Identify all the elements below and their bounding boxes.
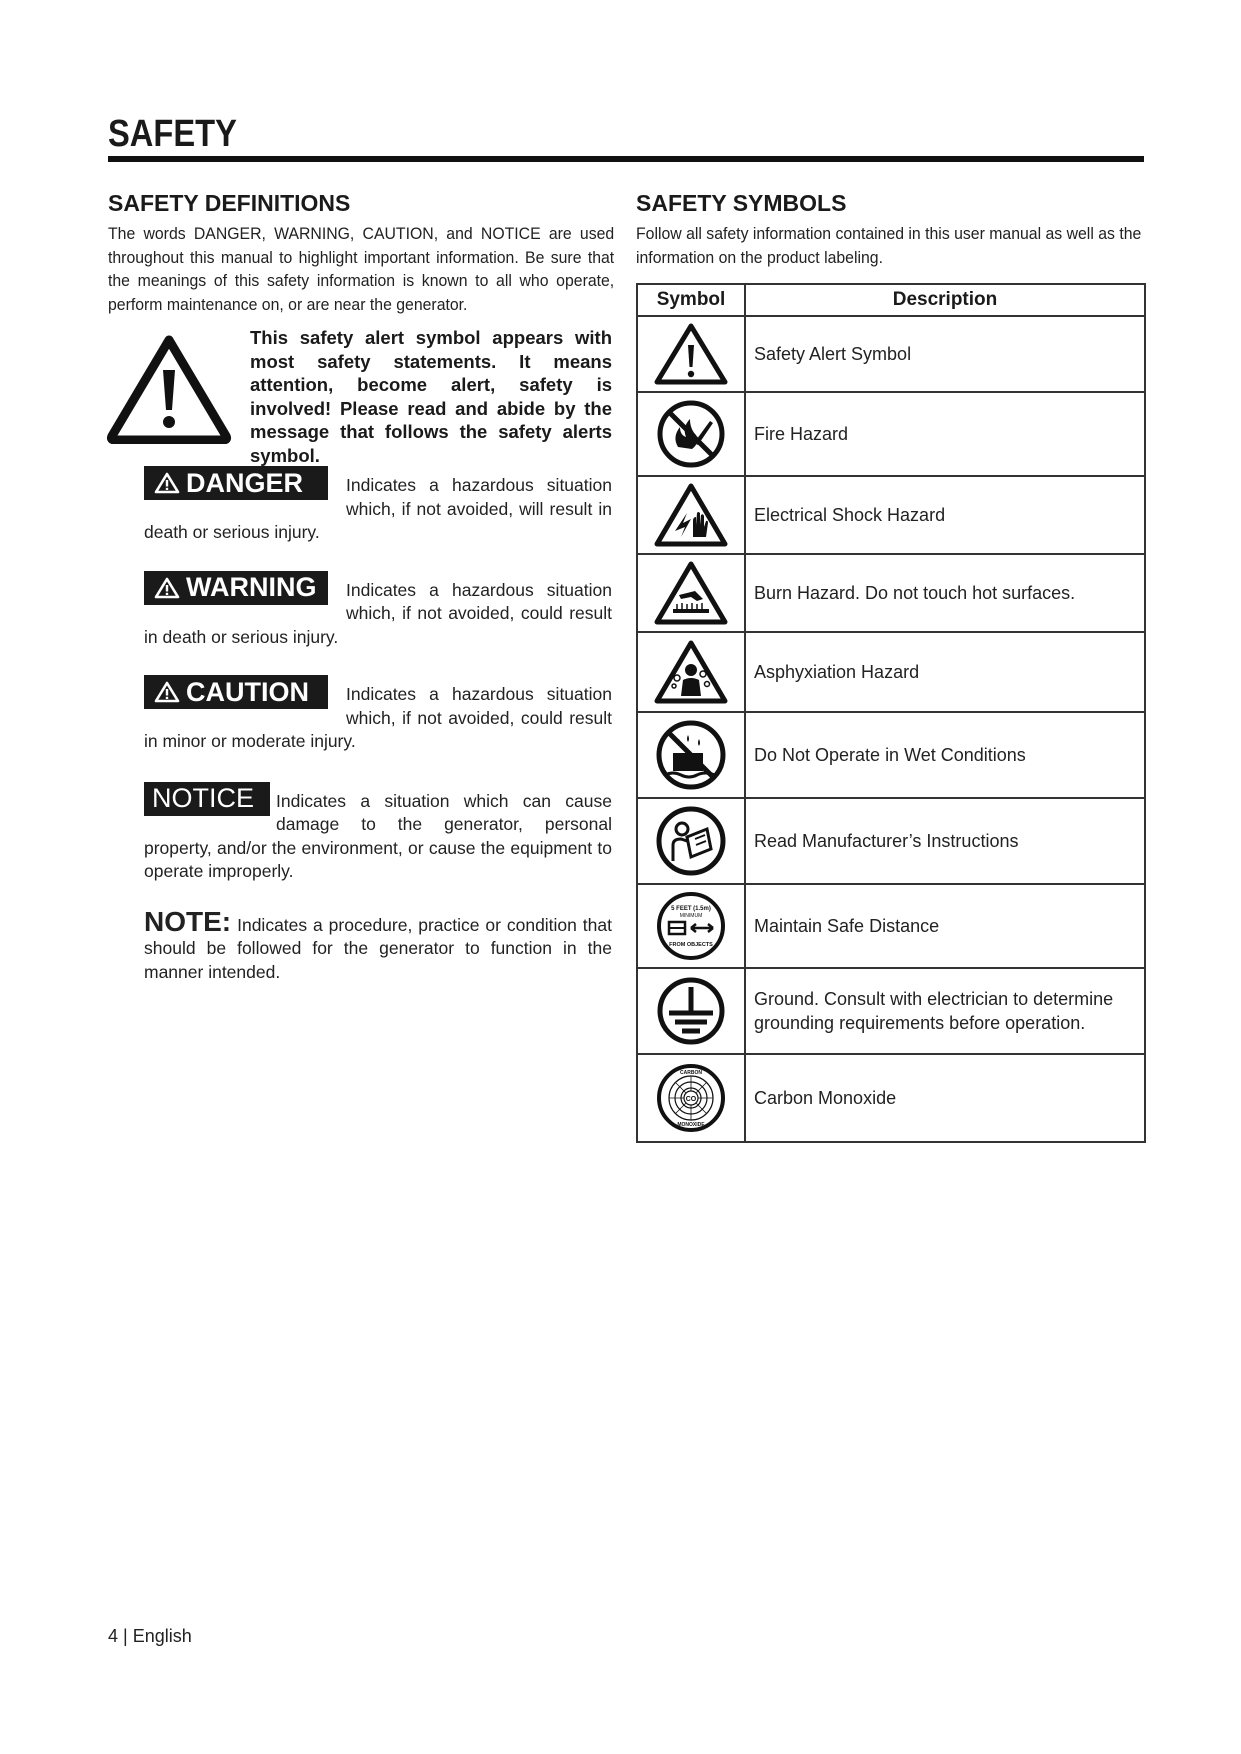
danger-label: DANGER: [186, 467, 304, 498]
danger-definition: [144, 464, 612, 545]
definitions-column: [108, 188, 615, 984]
safe-distance-icon: [655, 890, 727, 962]
page-title: SAFETY: [108, 113, 237, 155]
table-row: [637, 968, 1145, 1054]
safety-alert-block: [108, 326, 612, 466]
warning-definition: [144, 569, 612, 650]
fire-hazard-icon: [656, 399, 726, 469]
symbol-description: Read Manufacturer’s Instructions: [745, 798, 1145, 884]
note-text: Indicates a procedure, practice or condition that should be followed for the generator to function in the manner intended.: [144, 914, 612, 982]
table-row: [637, 1054, 1145, 1142]
symbols-heading: SAFETY SYMBOLS: [636, 190, 847, 216]
warning-signal-word: [144, 571, 328, 605]
notice-text: Indicates a situation which can cause damage to the generator, personal property, and/or the environment, or cause the equipment to operate improperly.: [144, 790, 612, 881]
danger-text: Indicates a hazardous situation which, if not avoided, will result in death or serious injury.: [144, 475, 612, 542]
burn-hazard-icon: [653, 559, 729, 627]
carbon-monoxide-top-text: CARBON: [680, 1070, 702, 1076]
safe-distance-top-text: 5 FEET (1.5m): [671, 906, 711, 912]
safe-distance-bottom-text: FROM OBJECTS: [669, 942, 713, 948]
table-row: [637, 632, 1145, 712]
symbol-description: Electrical Shock Hazard: [745, 476, 1145, 554]
symbols-column: [636, 188, 1146, 1143]
read-manual-icon: [655, 805, 727, 877]
safety-alert-icon: [106, 332, 232, 444]
definitions-intro: The words DANGER, WARNING, CAUTION, and NOTICE are used throughout this manual to highlight important information. Be sure that the meanings of this safety information is known to all who operate, perform maintenance on, or are near the generator.: [108, 224, 615, 314]
table-row: [637, 712, 1145, 798]
safe-distance-mid-text: MINIMUM: [679, 913, 703, 919]
table-row: [637, 554, 1145, 632]
carbon-monoxide-mid-text: CO: [685, 1096, 697, 1103]
safety-alert-icon: [653, 321, 729, 387]
symbol-description: Fire Hazard: [745, 392, 1145, 476]
table-header-row: [637, 284, 1145, 316]
note-definition: [144, 905, 612, 985]
notice-definition: [144, 780, 612, 884]
title-rule: [108, 156, 1144, 162]
caution-text: Indicates a hazardous situation which, if not avoided, could result in minor or moderate injury.: [144, 684, 612, 751]
symbol-description: Do Not Operate in Wet Conditions: [745, 712, 1145, 798]
caution-label: CAUTION: [186, 676, 309, 707]
description-column-header: Description: [745, 284, 1145, 316]
table-row: [637, 392, 1145, 476]
table-row: [637, 798, 1145, 884]
symbol-description: Carbon Monoxide: [745, 1054, 1145, 1142]
definitions-heading: SAFETY DEFINITIONS: [108, 190, 351, 216]
table-row: [637, 476, 1145, 554]
carbon-monoxide-icon: [655, 1062, 727, 1134]
safety-alert-text: This safety alert symbol appears with most safety statements. It means attention, become alert, safety is involved! Please read and abide by the message that follows the safety alerts symbol.: [250, 327, 612, 466]
symbol-description: Safety Alert Symbol: [745, 316, 1145, 392]
symbol-description: Ground. Consult with electrician to determine grounding requirements before operation.: [745, 968, 1145, 1054]
warning-triangle-icon: [154, 681, 180, 703]
warning-triangle-icon: [154, 577, 180, 599]
danger-signal-word: [144, 466, 328, 500]
caution-signal-word: [144, 675, 328, 709]
symbols-table: [636, 283, 1146, 1143]
symbol-column-header: Symbol: [637, 284, 745, 316]
table-row: [637, 316, 1145, 392]
note-label: NOTE:: [144, 905, 232, 937]
page-footer: 4 | English: [108, 1626, 192, 1646]
no-wet-conditions-icon: [655, 719, 727, 791]
symbol-description: Maintain Safe Distance: [745, 884, 1145, 968]
carbon-monoxide-bottom-text: MONOXIDE: [677, 1122, 705, 1128]
electrical-shock-icon: [653, 481, 729, 549]
symbol-description: Burn Hazard. Do not touch hot surfaces.: [745, 554, 1145, 632]
notice-label: NOTICE: [152, 783, 255, 813]
asphyxiation-icon: [653, 638, 729, 706]
ground-icon: [655, 975, 727, 1047]
symbol-description: Asphyxiation Hazard: [745, 632, 1145, 712]
warning-text: Indicates a hazardous situation which, if not avoided, could result in death or serious injury.: [144, 579, 612, 647]
table-row: [637, 884, 1145, 968]
symbols-intro: Follow all safety information contained in this user manual as well as the information on the product labeling.: [636, 224, 1142, 267]
notice-signal-word: [144, 782, 270, 816]
warning-triangle-icon: [154, 472, 180, 494]
note-text-block: [144, 905, 612, 985]
caution-definition: [144, 673, 612, 754]
warning-label: WARNING: [186, 572, 317, 602]
